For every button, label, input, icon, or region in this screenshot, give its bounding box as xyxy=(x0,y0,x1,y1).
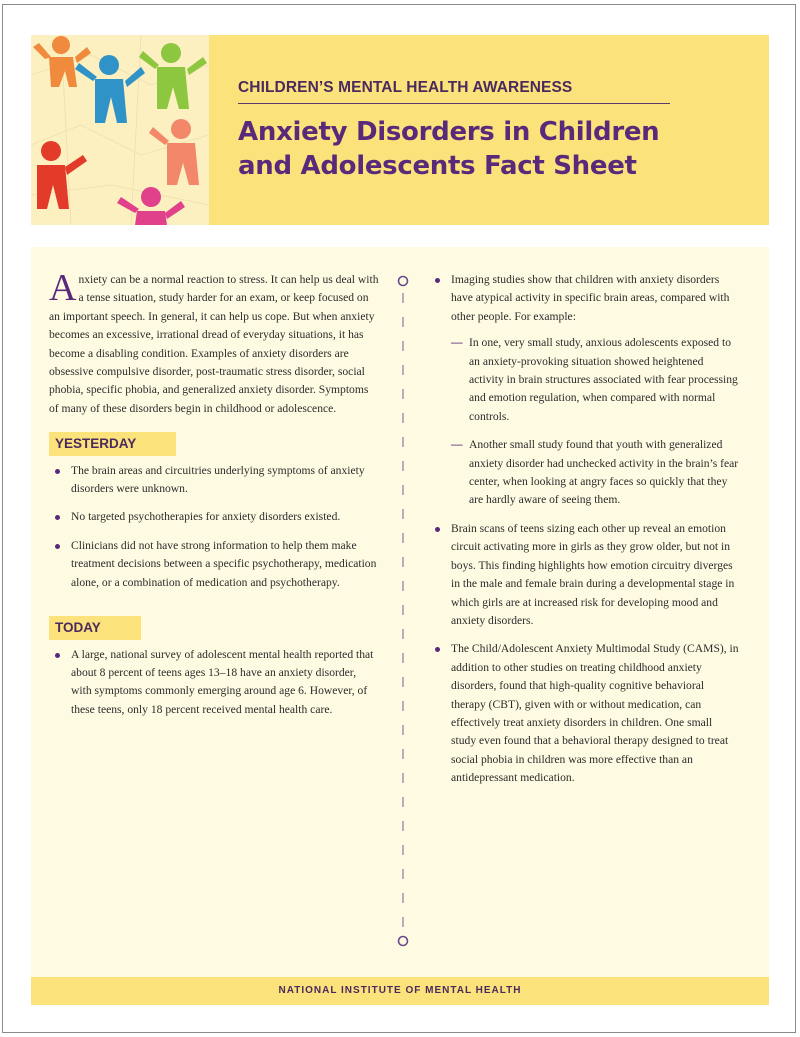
footer-text: NATIONAL INSTITUTE OF MENTAL HEALTH xyxy=(278,985,522,996)
yesterday-list xyxy=(49,462,379,592)
right-list xyxy=(429,271,739,788)
list-item xyxy=(49,508,379,526)
list-item-text: Brain scans of teens sizing each other up reveal an emotion circuit activating more in girls as they grow older, but not in boys. This finding highlights how emotion circuitry diverges in the male and female brain during a developmental stage in which girls are at increased risk for developing mood and anxiety disorders. xyxy=(451,521,735,627)
right-column xyxy=(429,271,739,798)
bullet-icon xyxy=(435,278,440,283)
fact-sheet-page xyxy=(31,35,769,1005)
drop-cap: A xyxy=(49,267,77,309)
page-title-line-1: Anxiety Disorders in Children xyxy=(238,117,660,147)
dash-icon: — xyxy=(451,438,463,452)
page-frame xyxy=(2,4,796,1033)
body-area xyxy=(31,247,769,977)
column-divider xyxy=(397,275,409,949)
today-list xyxy=(49,646,379,720)
sub-list-item-text: Another small study found that youth with generalized anxiety disorder had unchecked activity in the brain’s fear center, when looking at angry faces so quickly that they are hardly aware of seeing them. xyxy=(469,438,739,507)
left-column xyxy=(49,267,379,729)
list-item xyxy=(49,462,379,499)
footer-band xyxy=(31,977,769,1005)
bullet-icon xyxy=(435,527,440,532)
white-band xyxy=(31,225,769,247)
list-item-text: No targeted psychotherapies for anxiety disorders existed. xyxy=(71,510,341,524)
list-item xyxy=(429,640,739,787)
children-figures-illustration xyxy=(31,35,209,225)
intro-paragraph xyxy=(49,267,379,418)
bullet-icon xyxy=(55,544,60,549)
sub-list xyxy=(451,334,739,510)
bullet-icon xyxy=(55,469,60,474)
list-item xyxy=(429,520,739,630)
bullet-icon xyxy=(55,653,60,658)
bullet-icon xyxy=(55,515,60,520)
sub-list-item xyxy=(451,334,739,426)
dash-icon: — xyxy=(451,336,463,350)
today-heading: TODAY xyxy=(49,616,141,639)
children-figures-icon xyxy=(31,35,209,225)
header-rule xyxy=(238,103,670,104)
list-item xyxy=(49,646,379,720)
list-item-text: A large, national survey of adolescent mental health reported that about 8 percent of teens ages 13–18 have an anxiety disorder, with symptoms commonly emerging around age 6. However, of these teens, only 18 percent received mental health care. xyxy=(71,647,374,716)
header-kicker: CHILDREN’S MENTAL HEALTH AWARENESS xyxy=(238,79,573,96)
list-item-text: Clinicians did not have strong information to help them make treatment decisions between a specific psychotherapy, medication alone, or a combination of medication and psychotherapy. xyxy=(71,538,377,589)
yesterday-heading: YESTERDAY xyxy=(49,432,176,455)
header-banner xyxy=(31,35,769,225)
intro-text: nxiety can be a normal reaction to stress. It can help us deal with a tense situation, study harder for an exam, or keep focused on an important speech. In general, it can help us cope. But when anxiety becomes an excessive, irrational dread of everyday situations, it has become a disabling condition. Examples of anxiety disorders are obsessive compulsive disorder, post-traumatic stress disorder, social phobia, specific phobia, and generalized anxiety disorder. Symptoms of many of these disorders begin in childhood or adolescence. xyxy=(49,273,379,415)
page-title xyxy=(238,115,698,183)
sub-list-item xyxy=(451,436,739,510)
page-title-line-2: and Adolescents Fact Sheet xyxy=(238,151,637,181)
sub-list-item-text: In one, very small study, anxious adolescents exposed to an anxiety-provoking situation showed heightened activity in brain structures associated with fear processing and emotion regulation, when compared with normal controls. xyxy=(469,336,738,423)
list-item xyxy=(429,271,739,510)
list-item-text: Imaging studies show that children with anxiety disorders have atypical activity in specific brain areas, compared with other people. For example: xyxy=(451,273,730,323)
list-item xyxy=(49,537,379,592)
bullet-icon xyxy=(435,647,440,652)
list-item-text: The brain areas and circuitries underlying symptoms of anxiety disorders were unknown. xyxy=(71,463,365,496)
list-item-text: The Child/Adolescent Anxiety Multimodal Study (CAMS), in addition to other studies on treating childhood anxiety disorders, found that high-quality cognitive behavioral therapy (CBT), given with or without medication, can effectively treat anxiety disorders in children. One small study even found that a behavioral therapy designed to treat social phobia in children was more effective than an antidepressant medication. xyxy=(451,642,739,785)
